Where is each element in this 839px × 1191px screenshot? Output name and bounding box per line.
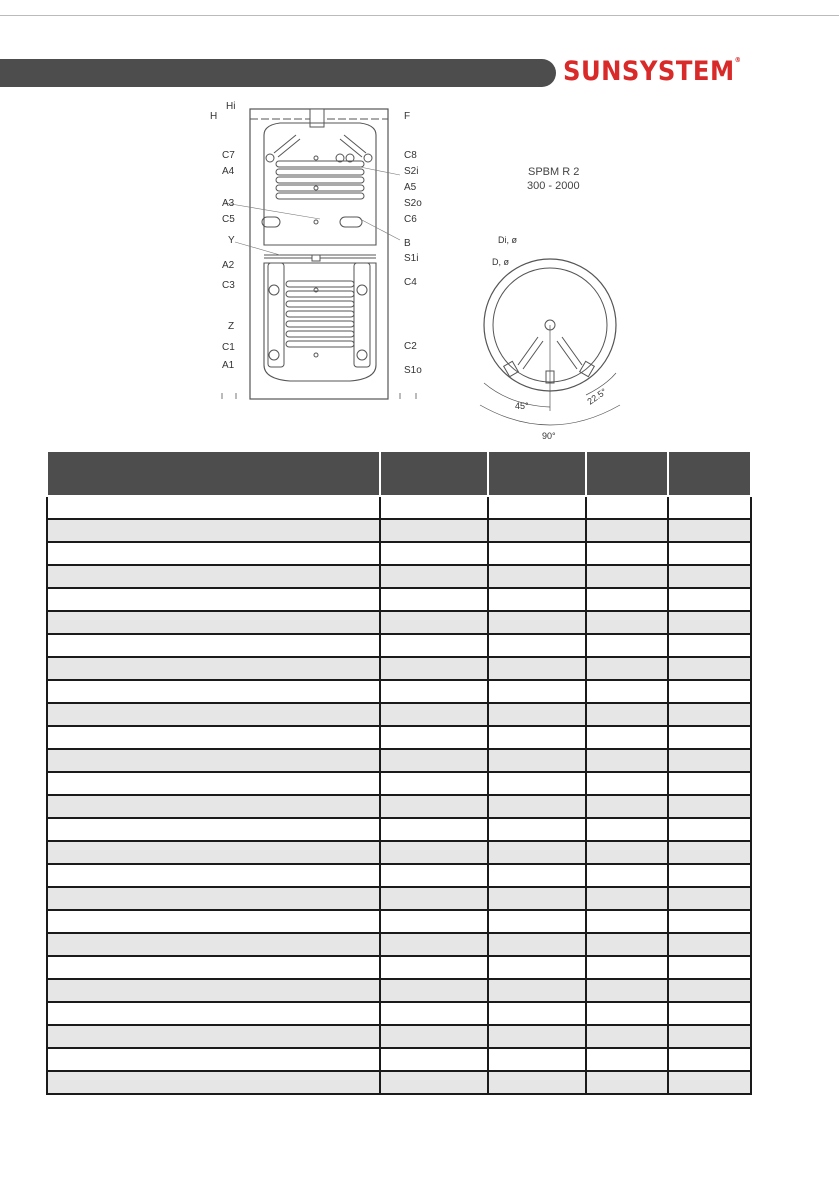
table-cell <box>380 634 488 657</box>
svg-text:A5: A5 <box>404 182 417 193</box>
table-row <box>47 795 751 818</box>
table-cell <box>586 726 668 749</box>
svg-text:D, ø: D, ø <box>492 257 509 267</box>
table-cell <box>586 1025 668 1048</box>
table-cell <box>380 979 488 1002</box>
table-cell <box>488 657 586 680</box>
table-cell <box>488 933 586 956</box>
table-row <box>47 1071 751 1094</box>
svg-text:A1: A1 <box>222 360 235 371</box>
table-cell <box>488 1025 586 1048</box>
table-cell <box>668 496 751 519</box>
svg-text:F: F <box>404 111 411 122</box>
table-cell <box>668 588 751 611</box>
table-cell <box>47 611 380 634</box>
table-cell <box>488 956 586 979</box>
table-cell <box>380 772 488 795</box>
svg-text:A2: A2 <box>222 260 235 271</box>
table-cell <box>47 749 380 772</box>
table-cell <box>586 956 668 979</box>
header-bar <box>0 59 556 87</box>
svg-text:C3: C3 <box>222 280 235 291</box>
table-row <box>47 887 751 910</box>
table-cell <box>586 795 668 818</box>
table-cell <box>47 818 380 841</box>
table-cell <box>380 818 488 841</box>
table-cell <box>668 1071 751 1094</box>
table-cell <box>380 887 488 910</box>
table-cell <box>668 772 751 795</box>
table-cell <box>668 634 751 657</box>
table-cell <box>488 565 586 588</box>
table-cell <box>488 680 586 703</box>
table-cell <box>488 887 586 910</box>
table-cell <box>488 588 586 611</box>
column-header <box>668 451 751 496</box>
svg-text:S1o: S1o <box>404 365 422 376</box>
svg-text:45°: 45° <box>515 401 529 411</box>
svg-text:Y: Y <box>228 235 235 246</box>
table-cell <box>586 1071 668 1094</box>
svg-text:C4: C4 <box>404 277 417 288</box>
table-cell <box>488 910 586 933</box>
table-cell <box>47 588 380 611</box>
table-row <box>47 841 751 864</box>
table-cell <box>668 841 751 864</box>
table-cell <box>586 703 668 726</box>
table-cell <box>586 772 668 795</box>
table-row <box>47 749 751 772</box>
table-cell <box>668 818 751 841</box>
table-cell <box>668 933 751 956</box>
table-row <box>47 680 751 703</box>
table-cell <box>488 1071 586 1094</box>
table-cell <box>47 910 380 933</box>
table-cell <box>380 496 488 519</box>
table-cell <box>668 979 751 1002</box>
table-cell <box>380 588 488 611</box>
table-cell <box>488 703 586 726</box>
table-cell <box>586 1048 668 1071</box>
table-cell <box>668 1002 751 1025</box>
table-cell <box>488 542 586 565</box>
table-cell <box>380 703 488 726</box>
model-range: 300 - 2000 <box>527 180 580 192</box>
table-cell <box>668 611 751 634</box>
table-cell <box>488 772 586 795</box>
model-name: SPBM R 2 <box>528 166 580 178</box>
table-row <box>47 519 751 542</box>
table-cell <box>488 979 586 1002</box>
svg-text:S1i: S1i <box>404 253 419 264</box>
top-view-drawing <box>470 225 640 445</box>
table-cell <box>47 772 380 795</box>
table-cell <box>488 818 586 841</box>
table-cell <box>47 979 380 1002</box>
table-cell <box>488 795 586 818</box>
table-cell <box>586 680 668 703</box>
table-cell <box>586 634 668 657</box>
table-row <box>47 565 751 588</box>
table-cell <box>47 496 380 519</box>
svg-text:Hi: Hi <box>226 101 236 112</box>
table-cell <box>47 634 380 657</box>
column-header <box>586 451 668 496</box>
table-cell <box>488 749 586 772</box>
table-cell <box>668 657 751 680</box>
svg-text:C8: C8 <box>404 150 417 161</box>
table-cell <box>586 818 668 841</box>
table-cell <box>47 1002 380 1025</box>
table-cell <box>586 519 668 542</box>
table-cell <box>380 1071 488 1094</box>
table-cell <box>586 864 668 887</box>
table-cell <box>586 749 668 772</box>
table-cell <box>668 910 751 933</box>
svg-text:Di, ø: Di, ø <box>498 235 517 245</box>
table-row <box>47 910 751 933</box>
table-cell <box>668 1048 751 1071</box>
table-row <box>47 496 751 519</box>
side-view-drawing <box>200 95 440 405</box>
table-cell <box>488 864 586 887</box>
table-row <box>47 726 751 749</box>
table-cell <box>668 749 751 772</box>
table-cell <box>586 496 668 519</box>
table-cell <box>586 887 668 910</box>
table-body <box>47 496 751 1094</box>
table-cell <box>380 726 488 749</box>
top-rule <box>0 15 839 16</box>
table-cell <box>380 1048 488 1071</box>
svg-text:A4: A4 <box>222 166 235 177</box>
table-cell <box>380 565 488 588</box>
table-cell <box>586 542 668 565</box>
table-cell <box>380 519 488 542</box>
svg-text:C7: C7 <box>222 150 235 161</box>
table-cell <box>668 726 751 749</box>
table-cell <box>47 1048 380 1071</box>
table-cell <box>488 1048 586 1071</box>
table-row <box>47 634 751 657</box>
table-cell <box>47 933 380 956</box>
table-cell <box>488 841 586 864</box>
table-row <box>47 772 751 795</box>
table-row <box>47 818 751 841</box>
svg-text:A3: A3 <box>222 198 235 209</box>
table-cell <box>47 841 380 864</box>
table-cell <box>380 864 488 887</box>
svg-text:C2: C2 <box>404 341 417 352</box>
table-cell <box>47 1025 380 1048</box>
svg-text:90°: 90° <box>542 431 556 441</box>
table-cell <box>380 1002 488 1025</box>
table-cell <box>586 588 668 611</box>
table-cell <box>668 703 751 726</box>
svg-text:22.5°: 22.5° <box>585 386 609 407</box>
svg-text:C6: C6 <box>404 214 417 225</box>
table-cell <box>47 542 380 565</box>
table-cell <box>668 565 751 588</box>
table-cell <box>47 703 380 726</box>
table-cell <box>586 933 668 956</box>
table-row <box>47 703 751 726</box>
table-row <box>47 956 751 979</box>
table-header <box>47 451 751 496</box>
table-cell <box>47 887 380 910</box>
brand-logo: SUNSYSTEM® <box>563 56 742 87</box>
table-row <box>47 542 751 565</box>
table-row <box>47 1048 751 1071</box>
column-header <box>488 451 586 496</box>
svg-text:Z: Z <box>228 321 235 332</box>
table-cell <box>488 634 586 657</box>
table-cell <box>586 565 668 588</box>
table-row <box>47 933 751 956</box>
table-row <box>47 657 751 680</box>
table-cell <box>380 657 488 680</box>
table-cell <box>488 519 586 542</box>
table-cell <box>47 726 380 749</box>
svg-text:C1: C1 <box>222 342 235 353</box>
table-cell <box>380 841 488 864</box>
table-cell <box>488 496 586 519</box>
svg-text:C5: C5 <box>222 214 235 225</box>
table-cell <box>47 956 380 979</box>
table-cell <box>668 887 751 910</box>
table-cell <box>668 795 751 818</box>
table-row <box>47 864 751 887</box>
table-cell <box>586 657 668 680</box>
table-cell <box>380 795 488 818</box>
table-cell <box>488 611 586 634</box>
table-cell <box>47 1071 380 1094</box>
table-cell <box>380 956 488 979</box>
spec-table <box>46 450 752 1095</box>
table-cell <box>47 565 380 588</box>
table-row <box>47 611 751 634</box>
column-header <box>380 451 488 496</box>
table-cell <box>488 1002 586 1025</box>
table-cell <box>586 841 668 864</box>
table-row <box>47 1025 751 1048</box>
table-row <box>47 588 751 611</box>
table-row <box>47 1002 751 1025</box>
table-cell <box>47 795 380 818</box>
table-row <box>47 979 751 1002</box>
table-cell <box>586 979 668 1002</box>
table-cell <box>380 933 488 956</box>
table-cell <box>586 611 668 634</box>
table-cell <box>668 542 751 565</box>
svg-text:H: H <box>210 111 218 122</box>
table-cell <box>488 726 586 749</box>
table-cell <box>380 680 488 703</box>
table-cell <box>668 1025 751 1048</box>
table-cell <box>380 542 488 565</box>
table-cell <box>47 680 380 703</box>
table-cell <box>380 611 488 634</box>
svg-text:B: B <box>404 238 411 249</box>
svg-text:S2o: S2o <box>404 198 422 209</box>
table-cell <box>380 910 488 933</box>
table-cell <box>380 1025 488 1048</box>
table-cell <box>47 657 380 680</box>
table-cell <box>47 519 380 542</box>
column-header <box>47 451 380 496</box>
table-cell <box>668 956 751 979</box>
table-cell <box>380 749 488 772</box>
table-cell <box>586 1002 668 1025</box>
table-cell <box>668 680 751 703</box>
table-cell <box>668 864 751 887</box>
svg-text:S2i: S2i <box>404 166 419 177</box>
table-cell <box>586 910 668 933</box>
table-cell <box>668 519 751 542</box>
table-cell <box>47 864 380 887</box>
